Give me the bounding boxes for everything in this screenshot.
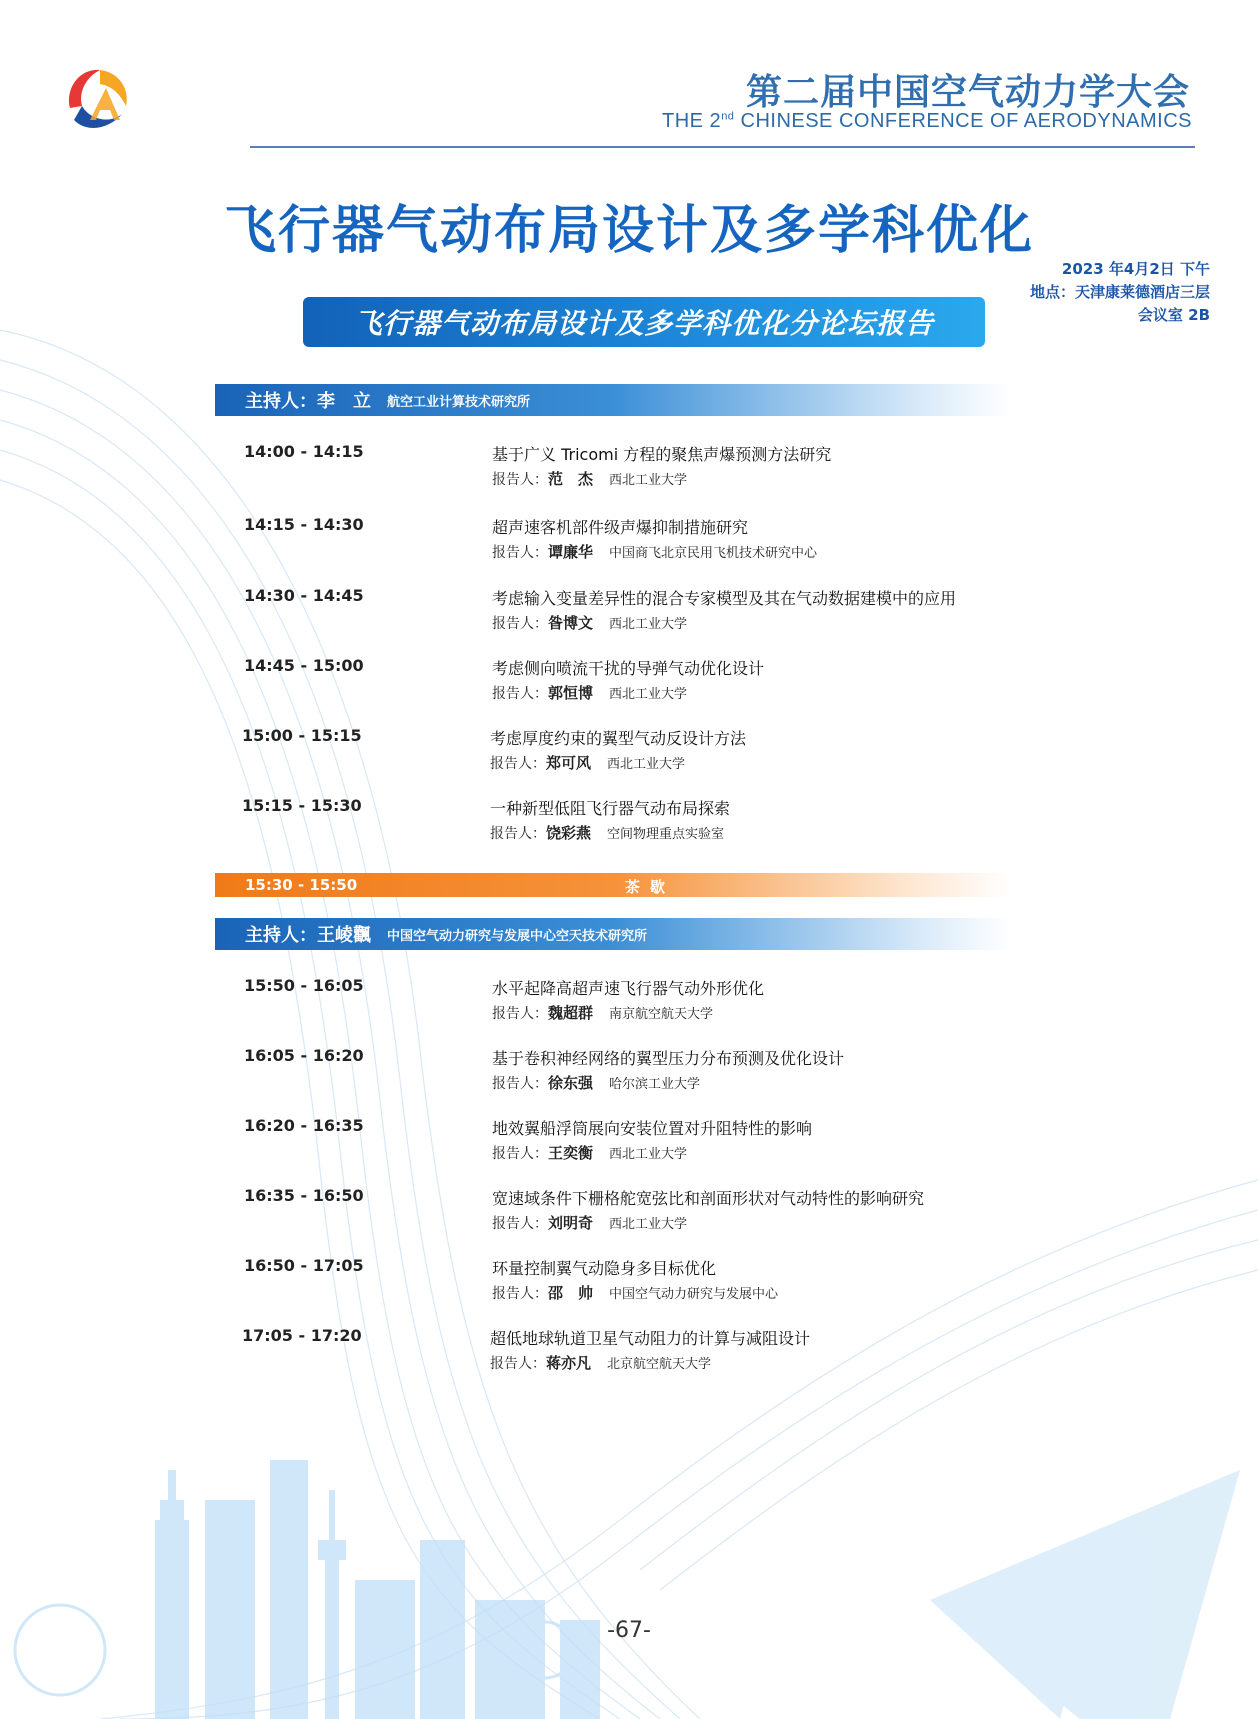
talk-title: 地效翼船浮筒展向安装位置对升阻特性的影响 [492,1119,813,1138]
talk-speaker [492,468,687,489]
header-divider [250,146,1195,148]
talk-title: 基于卷积神经网络的翼型压力分布预测及优化设计 [492,1049,845,1068]
break-label: 茶歇 [625,878,676,896]
host-name: 李 立 [317,391,371,412]
talk-speaker [490,1352,711,1373]
talk-speaker [492,1212,687,1233]
talk-title: 宽速域条件下栅格舵宽弦比和剖面形状对气动特性的影响研究 [492,1189,925,1208]
talk-time: 15:15 - 15:30 [242,796,362,815]
session-room: 会议室 2B [1137,306,1210,324]
speaker-name: 邵 帅 [548,1284,594,1302]
host-bar-session-2 [215,918,1010,950]
speaker-org: 西北工业大学 [609,687,688,702]
speaker-label: 报告人： [492,1286,548,1302]
talk-title: 考虑侧向喷流干扰的导弹气动优化设计 [492,659,765,678]
speaker-name: 范 杰 [548,470,594,488]
talk-item [244,1046,1044,1098]
talk-title: 水平起降高超声速飞行器气动外形优化 [492,979,765,998]
speaker-label: 报告人： [492,686,548,702]
talk-item [242,726,1042,778]
session-date: 2023 年4月2日 下午 [1061,260,1210,278]
host-bar-session-1 [215,384,1010,416]
speaker-name: 徐东强 [548,1074,594,1092]
talk-time: 15:50 - 16:05 [244,976,364,995]
speaker-label: 报告人： [492,1076,548,1092]
speaker-name: 郭恒博 [548,684,594,702]
talk-speaker [492,612,687,633]
talk-item [244,442,1044,494]
speaker-org: 北京航空航天大学 [607,1357,712,1372]
tea-break-bar [215,873,1010,897]
talk-speaker [492,1282,778,1303]
speaker-label: 报告人： [490,826,546,842]
speaker-label: 报告人： [492,616,548,632]
talk-speaker [490,822,724,843]
talk-title: 考虑厚度约束的翼型气动反设计方法 [490,729,747,748]
talk-title: 环量控制翼气动隐身多目标优化 [492,1259,717,1278]
conference-en-prefix: THE 2 [662,110,722,132]
conference-en-ordinal: nd [721,110,735,123]
speaker-name: 饶彩燕 [546,824,592,842]
speaker-org: 空间物理重点实验室 [607,827,725,842]
city-skyline [15,1460,600,1719]
conference-title-cn: 第二届中国空气动力学大会 [745,72,1190,113]
page-number: -67- [607,1618,651,1643]
session-venue: 地点：天津康莱德酒店三层 [1029,283,1210,301]
speaker-org: 哈尔滨工业大学 [609,1077,701,1092]
talk-speaker [492,1142,687,1163]
talk-time: 16:50 - 17:05 [244,1256,364,1275]
host-label: 主持人： [245,925,317,946]
talk-title: 考虑输入变量差异性的混合专家模型及其在气动数据建模中的应用 [492,589,957,608]
talk-item [244,656,1044,708]
conference-logo [60,58,140,138]
talk-item [244,1256,1044,1308]
break-time: 15:30 - 15:50 [245,876,358,894]
speaker-org: 西北工业大学 [609,1217,688,1232]
talk-title: 基于广义 Tricomi 方程的聚焦声爆预测方法研究 [492,445,832,464]
paper-plane [930,1470,1240,1719]
speaker-label: 报告人： [492,472,548,488]
speaker-label: 报告人： [492,1006,548,1022]
speaker-name: 谭廉华 [548,543,594,561]
talk-speaker [492,1072,700,1093]
speaker-org: 西北工业大学 [609,1147,688,1162]
talk-time: 16:05 - 16:20 [244,1046,364,1065]
talk-speaker [492,541,817,562]
speaker-label: 报告人： [492,1216,548,1232]
speaker-name: 昝博文 [548,614,594,632]
host-org: 中国空气动力研究与发展中心空天技术研究所 [387,928,648,944]
talk-item [244,1186,1044,1238]
talk-speaker [492,682,687,703]
talk-time: 14:15 - 14:30 [244,515,364,534]
talk-title: 超声速客机部件级声爆抑制措施研究 [492,518,749,537]
talk-item [244,1116,1044,1168]
speaker-org: 西北工业大学 [609,617,688,632]
talk-title: 超低地球轨道卫星气动阻力的计算与减阻设计 [490,1329,811,1348]
talk-time: 15:00 - 15:15 [242,726,362,745]
session-info [1030,258,1210,327]
host-label: 主持人： [245,391,317,412]
host-name: 王崚飌 [317,925,371,946]
speaker-label: 报告人： [490,1356,546,1372]
talk-time: 14:45 - 15:00 [244,656,364,675]
talk-time: 14:00 - 14:15 [244,442,364,461]
talk-item [244,515,1044,567]
talk-speaker [492,1002,713,1023]
speaker-name: 魏超群 [548,1004,594,1022]
speaker-org: 中国商飞北京民用飞机技术研究中心 [609,546,818,561]
speaker-label: 报告人： [492,1146,548,1162]
conference-title-en [662,110,1192,133]
speaker-org: 南京航空航天大学 [609,1007,714,1022]
speaker-org: 西北工业大学 [607,757,686,772]
talk-time: 17:05 - 17:20 [242,1326,362,1345]
forum-banner: 飞行器气动布局设计及多学科优化分论坛报告 [303,297,985,347]
talk-item [242,1326,1042,1378]
talk-item [244,976,1044,1028]
speaker-name: 王奕衡 [548,1144,594,1162]
conference-en-suffix: CHINESE CONFERENCE OF AERODYNAMICS [734,110,1192,132]
speaker-org: 西北工业大学 [609,473,688,488]
talk-time: 16:20 - 16:35 [244,1116,364,1135]
host-org: 航空工业计算技术研究所 [387,394,531,410]
talk-time: 16:35 - 16:50 [244,1186,364,1205]
speaker-name: 郑可风 [546,754,592,772]
talk-speaker [490,752,685,773]
speaker-label: 报告人： [492,545,548,561]
forum-title: 飞行器气动布局设计及多学科优化 [223,201,1034,261]
speaker-org: 中国空气动力研究与发展中心 [609,1287,779,1302]
speaker-name: 蒋亦凡 [546,1354,592,1372]
talk-title: 一种新型低阻飞行器气动布局探索 [490,799,731,818]
speaker-label: 报告人： [490,756,546,772]
talk-item [242,796,1042,848]
talk-item [244,586,1044,638]
talk-time: 14:30 - 14:45 [244,586,364,605]
speaker-name: 刘明奇 [548,1214,594,1232]
